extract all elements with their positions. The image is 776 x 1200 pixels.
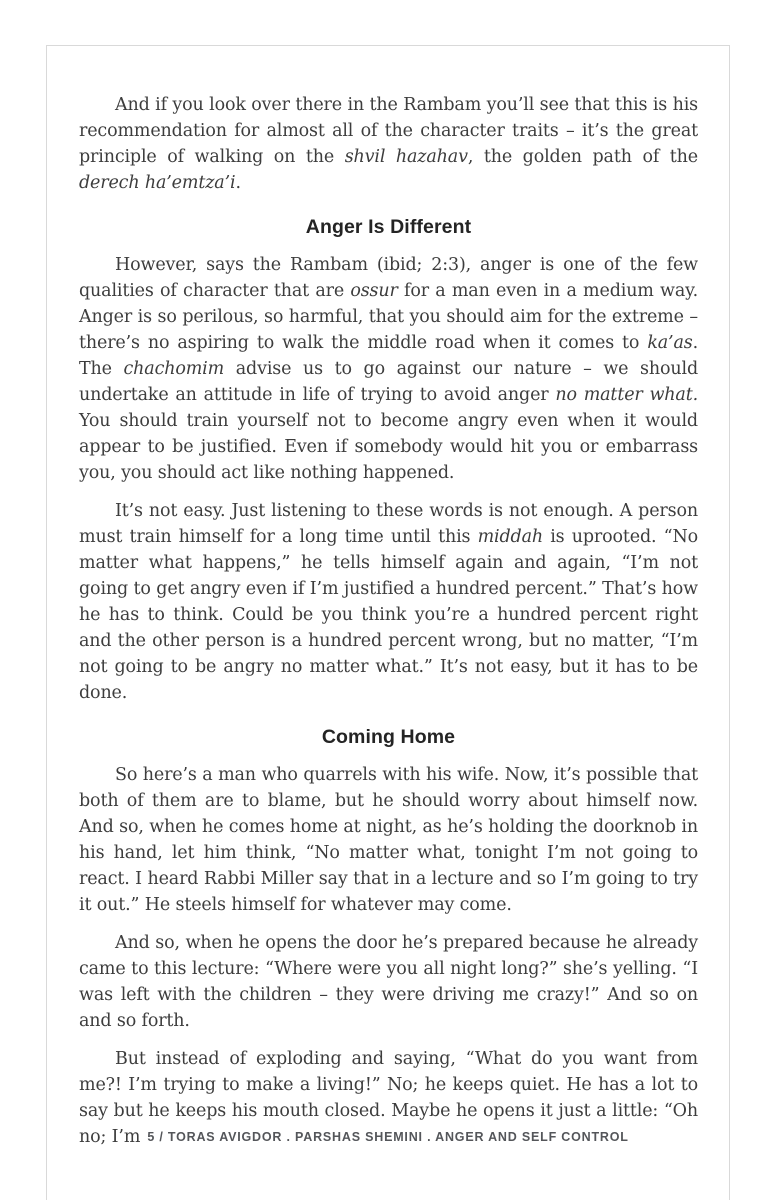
document-page [46,45,730,1200]
body-paragraph: It’s not easy. Just listening to these words is not enough. A person must train himself for a long time until this middah is uprooted. “No matter what happens,” he tells himself again and again, “I’m not going to get angry even if I’m justified a hundred percent.” That’s how he has to think. Could be you think you’re a hundred percent right and the other person is a hundred percent wrong, but no matter, “I’m not going to be angry no matter what.” It’s not easy, but it has to be done. [79,501,698,703]
body-paragraph: And if you look over there in the Rambam you’ll see that this is his recommendation for almost all of the character traits – it’s the great principle of walking on the shvil hazahav, the golden path of the derech ha’emtza’i. [79,95,698,193]
article-body [47,46,729,1150]
body-paragraph: And so, when he opens the door he’s prepared because he already came to this lecture: “Where were you all night long?” she’s yelling. “I was left with the children – they were driving me crazy!” And so on and so forth. [79,933,698,1031]
body-paragraph: However, says the Rambam (ibid; 2:3), anger is one of the few qualities of character that are ossur for a man even in a medium way. Anger is so perilous, so harmful, that you should aim for the extreme – there’s no aspiring to walk the middle road when it comes to ka’as. The chachomim advise us to go against our nature – we should undertake an attitude in life of trying to avoid anger no matter what. You should train yourself not to become angry even when it would appear to be justified. Even if somebody would hit you or embarrass you, you should act like nothing happened. [79,255,698,483]
body-paragraph: So here’s a man who quarrels with his wife. Now, it’s possible that both of them are to blame, but he should worry about himself now. And so, when he comes home at night, as he’s holding the doorknob in his hand, let him think, “No matter what, tonight I’m not going to react. I heard Rabbi Miller say that in a lecture and so I’m going to try it out.” He steels himself for whatever may come. [79,765,698,915]
footer-text: 5 / TORAS AVIGDOR . PARSHAS SHEMINI . ANGER AND SELF CONTROL [147,1130,629,1144]
section-heading: Coming Home [321,726,456,748]
page-footer [47,1126,729,1145]
section-heading: Anger Is Different [305,216,472,238]
body-paragraph: But instead of exploding and saying, “What do you want from me?! I’m trying to make a living!” No; he keeps quiet. He has a lot to say but he keeps his mouth closed. Maybe he opens it just a little: “Oh no; I’m [79,1049,698,1147]
